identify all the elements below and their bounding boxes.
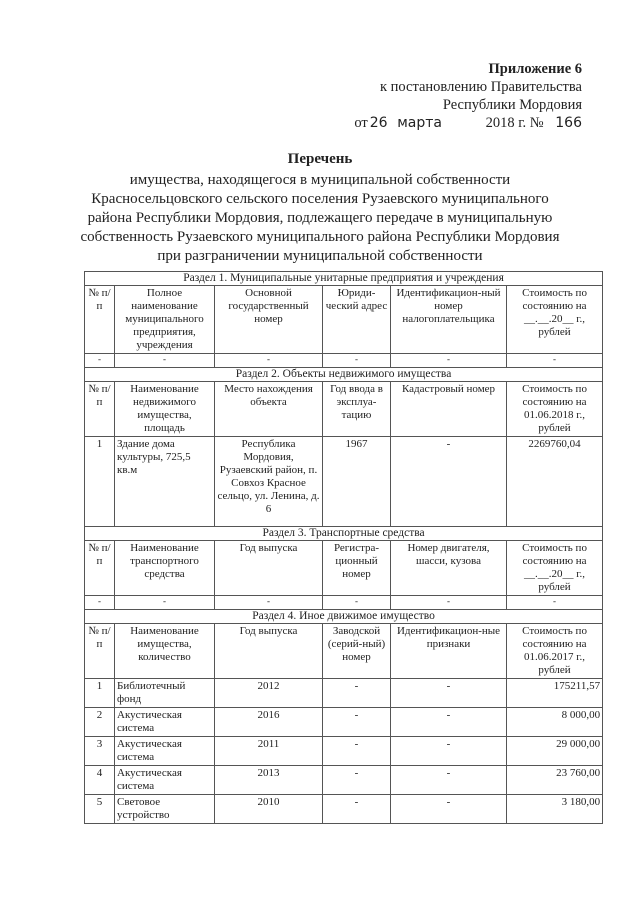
table-cell: - [323,795,391,824]
section-title-row [85,368,603,382]
header-cell: Наименование недвижимого имущества, площадь [115,382,215,437]
date-month: марта [397,115,442,131]
heading-line-4: собственность Рузаевского муниципального района Республики Мордовия [80,229,560,245]
table-cell: 8 000,00 [507,708,603,737]
heading-line-3: района Республики Мордовия, подлежащего передаче в муниципальную [87,210,553,226]
table-cell: Акустическая система [115,708,215,737]
table-cell: - [391,766,507,795]
table-row [85,766,603,795]
doc-number: 166 [555,115,582,131]
appendix-line-1: к постановлению Правительства [380,79,582,95]
appendix-line-2: Республики Мордовия [442,97,582,113]
heading-line-2: Красносельцовского сельского поселения Рузаевского муниципального [91,191,549,207]
section-title-row [85,272,603,286]
header-cell: № п/п [85,382,115,437]
property-table [84,271,603,824]
header-cell: Кадастровый номер [391,382,507,437]
header-row [85,382,603,437]
header-cell: Номер двигателя, шасси, кузова [391,541,507,596]
header-cell: Год выпуска [215,624,323,679]
header-cell: Место нахождения объекта [215,382,323,437]
header-cell: Юриди-ческий адрес [323,286,391,354]
appendix-title: Приложение 6 [488,61,582,77]
table-cell: 2012 [215,679,323,708]
table-row [85,596,603,610]
header-cell: Наименование транспортного средства [115,541,215,596]
table-cell: 3 180,00 [507,795,603,824]
table-cell: 1 [85,437,115,527]
table-cell: Акустическая система [115,737,215,766]
heading-title: Перечень [287,151,353,167]
header-cell: Идентификацион-ный номер налогоплательщика [391,286,507,354]
table-cell: 175211,57 [507,679,603,708]
date-year: 2018 г. № [485,115,544,131]
section-1-title: Раздел 1. Муниципальные унитарные предприятия и учреждения [85,272,603,286]
table-cell: - [115,354,215,368]
appendix-date-line [302,114,582,132]
header-cell: Основной государственный номер [215,286,323,354]
table-row [85,708,603,737]
table-cell: - [391,437,507,527]
table-cell: - [215,354,323,368]
table-cell: - [215,596,323,610]
table-cell: 2011 [215,737,323,766]
section-title-row [85,610,603,624]
table-cell: 2013 [215,766,323,795]
section-title-row [85,527,603,541]
table-cell: - [323,708,391,737]
header-row [85,624,603,679]
table-cell: 3 [85,737,115,766]
table-cell: - [85,354,115,368]
table-cell: - [391,708,507,737]
header-cell: Стоимость по состоянию на __.__.20__ г., рублей [507,286,603,354]
header-row [85,541,603,596]
section-2-title: Раздел 2. Объекты недвижимого имущества [85,368,603,382]
date-day: 26 [369,115,388,131]
header-cell: № п/п [85,624,115,679]
table-cell: Республика Мордовия, Рузаевский район, п. Совхоз Красное сельцо, ул. Ленина, д. 6 [215,437,323,527]
date-prefix: от [354,115,368,131]
header-cell: Заводской (серий-ный) номер [323,624,391,679]
table-cell: 23 760,00 [507,766,603,795]
table-cell: - [391,795,507,824]
header-cell: Стоимость по состоянию на 01.06.2017 г., рублей [507,624,603,679]
header-cell: Регистра-ционный номер [323,541,391,596]
header-cell: Наименование имущества, количество [115,624,215,679]
table-cell: 4 [85,766,115,795]
table-cell: Световое устройство [115,795,215,824]
header-cell: Год выпуска [215,541,323,596]
table-cell: - [115,596,215,610]
table-cell: 2010 [215,795,323,824]
section-3-title: Раздел 3. Транспортные средства [85,527,603,541]
table-row [85,795,603,824]
header-cell: Стоимость по состоянию на __.__.20__ г., рублей [507,541,603,596]
table-cell: 1967 [323,437,391,527]
table-row [85,354,603,368]
table-cell: - [391,737,507,766]
table-cell: Библиотечный фонд [115,679,215,708]
header-cell: Полное наименование муниципального предприятия, учреждения [115,286,215,354]
header-row [85,286,603,354]
table-cell: - [391,679,507,708]
section-4-title: Раздел 4. Иное движимое имущество [85,610,603,624]
table-row [85,437,603,527]
table-cell: 1 [85,679,115,708]
table-cell: - [323,354,391,368]
table-cell: 29 000,00 [507,737,603,766]
header-cell: Год ввода в эксплуа-тацию [323,382,391,437]
table-cell: - [507,354,603,368]
table-cell: 5 [85,795,115,824]
table-cell: - [323,766,391,795]
table-cell: Акустическая система [115,766,215,795]
table-cell: 2269760,04 [507,437,603,527]
table-cell: - [323,737,391,766]
header-cell: № п/п [85,541,115,596]
table-row [85,737,603,766]
header-cell: Стоимость по состоянию на 01.06.2018 г., рублей [507,382,603,437]
table-cell: - [323,679,391,708]
table-row [85,679,603,708]
table-cell: Здание дома культуры, 725,5 кв.м [115,437,215,527]
heading-line-1: имущества, находящегося в муниципальной собственности [129,172,511,188]
table-cell: - [507,596,603,610]
table-cell: - [85,596,115,610]
table-cell: - [391,354,507,368]
table-cell: 2016 [215,708,323,737]
document-heading [60,150,580,266]
table-cell: 2 [85,708,115,737]
appendix-block [302,60,582,132]
heading-line-5: при разграничении муниципальной собственности [157,248,483,264]
header-cell: Идентификацион-ные признаки [391,624,507,679]
table-cell: - [391,596,507,610]
table-cell: - [323,596,391,610]
header-cell: № п/п [85,286,115,354]
